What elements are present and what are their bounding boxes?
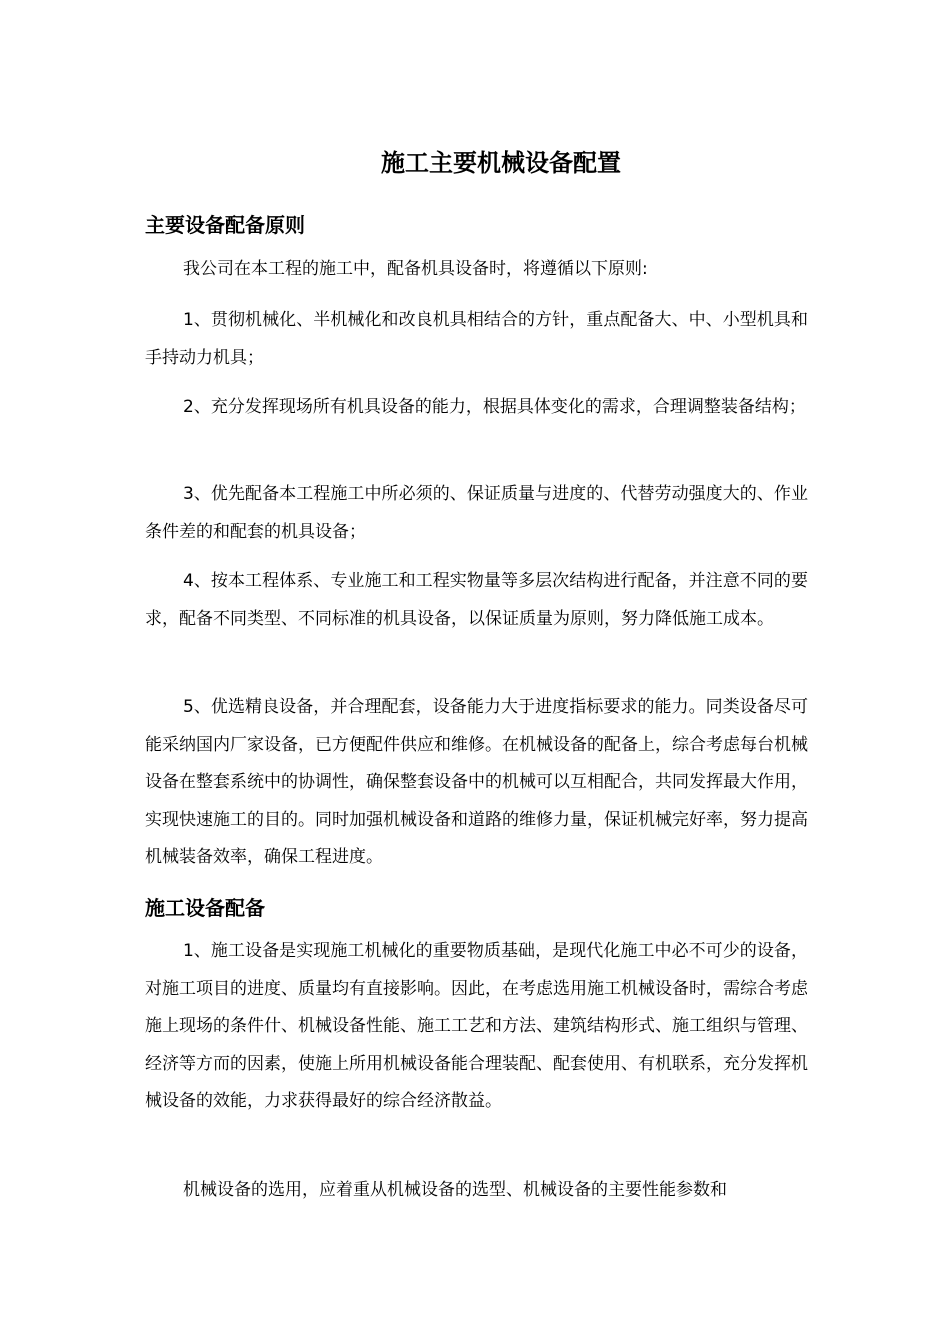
paragraph: 5、优选精良设备，并合理配套，设备能力大于进度指标要求的能力。同类设备尽可能采纳国内厂家设备，已方便配件供应和维修。在机械设备的配备上，综合考虑每台机械设备在整套系统中的协调性，确保整套设备中的机械可以互相配合，共同发挥最大作用，实现快速施工的目的。同时加强机械设备和道路的维修力量，保证机械完好率，努力提高机械装备效率，确保工程进度。 [145,697,808,867]
paragraph: 机械设备的选用，应着重从机械设备的选型、机械设备的主要性能参数和 [183,1180,727,1200]
paragraph: 2、充分发挥现场所有机具设备的能力，根据具体变化的需求，合理调整装备结构； [183,397,806,417]
section-heading-principles: 主要设备配备原则 [145,213,305,237]
paragraph: 我公司在本工程的施工中，配备机具设备时，将遵循以下原则: [183,259,648,279]
document-title: 施工主要机械设备配置 [381,148,621,177]
paragraph: 1、贯彻机械化、半机械化和改良机具相结合的方针，重点配备大、中、小型机具和手持动力机具； [145,310,808,368]
paragraph: 1、施工设备是实现施工机械化的重要物质基础，是现代化施工中必不可少的设备，对施工项目的进度、质量均有直接影响。因此，在考虑选用施工机械设备时，需综合考虑施上现场的条件什、机械设备性能、施工工艺和方法、建筑结构形式、施工组织与管理、经济等方而的因素，使施上所用机械设备能合理装配、配套使用、有机联系，充分发挥机械设备的效能，力求获得最好的综合经济散益。 [145,941,808,1111]
section-heading-equipment: 施工设备配备 [145,896,265,920]
paragraph: 4、按本工程体系、专业施工和工程实物量等多层次结构进行配备，并注意不同的要求，配备不同类型、不同标准的机具设备，以保证质量为原则，努力降低施工成本。 [145,571,808,629]
paragraph: 3、优先配备本工程施工中所必须的、保证质量与进度的、代替劳动强度大的、作业条件差的和配套的机具设备； [145,484,808,542]
